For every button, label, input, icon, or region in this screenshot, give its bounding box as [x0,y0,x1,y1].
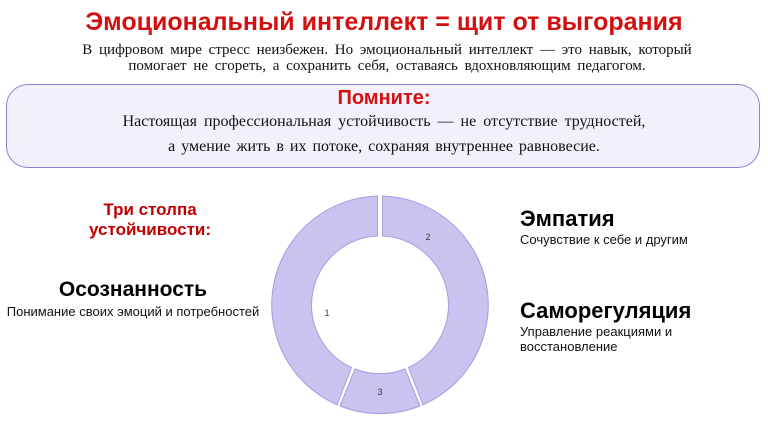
donut-label-3: 3 [377,387,383,397]
pillar-1-title: Осознанность [58,278,208,301]
donut-diagram [265,190,495,420]
page-title: Эмоциональный интеллект = щит от выгорания [85,8,683,36]
pillar-3-block [520,298,768,354]
pillar-1-subtitle: Понимание своих эмоций и потребностей [6,304,260,319]
donut-svg [265,190,495,420]
donut-label-1: 1 [324,308,330,318]
pillar-3-title: Саморегуляция [520,298,692,323]
pillar-2-subtitle: Сочувствие к себе и другим [520,232,688,247]
pillar-2-block [520,206,768,247]
pillar-2-title: Эмпатия [520,206,615,231]
pillar-1-block [6,278,260,319]
pillar-3-subtitle: Управление реакциями и восстановление [520,324,673,354]
intro-paragraph: В цифровом мире стресс неизбежен. Но эмоциональный интеллект — это навык, который помогает не сгореть, а сохранить себя, оставаясь вдохновляющим педагогом. [82,42,692,74]
donut-label-2: 2 [425,232,431,242]
callout-line-1: Настоящая профессиональная устойчивость — не отсутствие трудностей, [122,113,646,130]
callout-line-2: а умение жить в их потоке, сохраняя внутреннее равновесие. [168,138,600,155]
callout-title: Помните: [337,87,431,109]
pillars-heading: Три столпа устойчивости: [88,200,212,239]
